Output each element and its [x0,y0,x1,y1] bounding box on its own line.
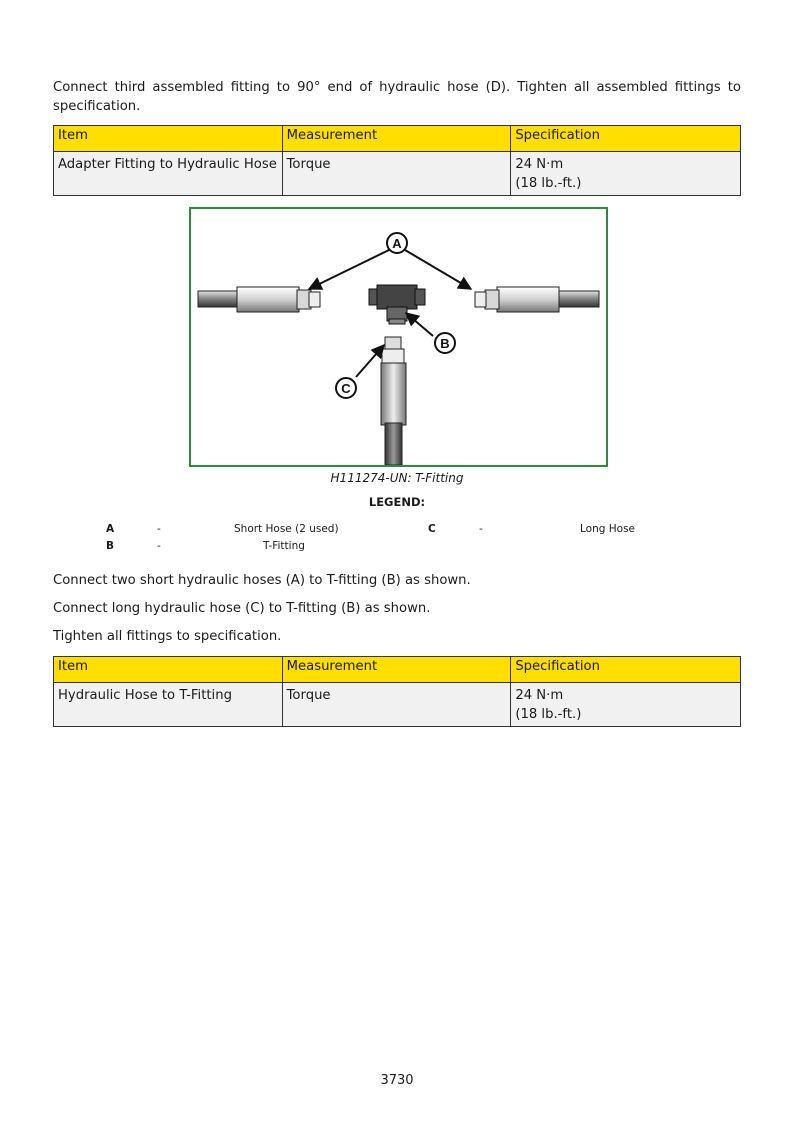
legend-dash-c: - [479,523,483,535]
step-1: Connect two short hydraulic hoses (A) to T-fitting (B) as shown. [53,573,471,588]
spec-metric: 24 N·m [515,688,564,703]
legend-letter-c: C [428,523,436,535]
callout-b [435,333,455,353]
legend-letter-a: A [106,523,115,535]
cell-item: Hydraulic Hose to T-Fitting [54,683,283,727]
legend-text-b: T-Fitting [263,540,305,552]
cell-specification [511,152,741,196]
callout-a [387,233,407,253]
short-hose-left [198,287,320,312]
col-header-item: Item [54,657,283,683]
t-fitting-illustration [191,209,606,465]
spec-imperial: (18 lb.-ft.) [515,707,582,722]
legend-text-a: Short Hose (2 used) [234,523,339,535]
t-fitting-figure [189,207,608,467]
callout-a-label: A [392,236,402,251]
col-header-measurement: Measurement [282,657,511,683]
callout-c [336,378,356,398]
table-row [54,152,741,196]
spec-imperial: (18 lb.-ft.) [515,176,582,191]
short-hose-right [475,287,599,312]
step-2: Connect long hydraulic hose (C) to T-fitting (B) as shown. [53,601,431,616]
spec-table-adapter [53,125,741,196]
cell-measurement: Torque [282,683,511,727]
legend-title: LEGEND: [368,495,426,509]
col-header-specification: Specification [511,657,741,683]
callout-b-label: B [440,336,450,351]
cell-specification [511,683,741,727]
intro-paragraph: Connect third assembled fitting to 90° end of hydraulic hose (D). Tighten all assembled fittings to specification. [53,80,741,114]
legend-letter-b: B [106,540,115,552]
spec-table-hose [53,656,741,727]
step-3: Tighten all fittings to specification. [53,629,282,644]
cell-measurement: Torque [282,152,511,196]
table-header-row [54,657,741,683]
col-header-item: Item [54,126,283,152]
long-hose [381,337,406,465]
figure-caption: H111274-UN: T-Fitting [330,471,464,485]
table-row [54,683,741,727]
col-header-specification: Specification [511,126,741,152]
spec-metric: 24 N·m [515,157,564,172]
page-number: 3730 [380,1073,414,1088]
legend-text-c: Long Hose [580,523,635,535]
callout-c-label: C [341,381,351,396]
t-fitting-part [369,285,425,324]
cell-item: Adapter Fitting to Hydraulic Hose [54,152,283,196]
legend-dash-b: - [157,540,161,552]
col-header-measurement: Measurement [282,126,511,152]
table-header-row [54,126,741,152]
legend-dash-a: - [157,523,161,535]
